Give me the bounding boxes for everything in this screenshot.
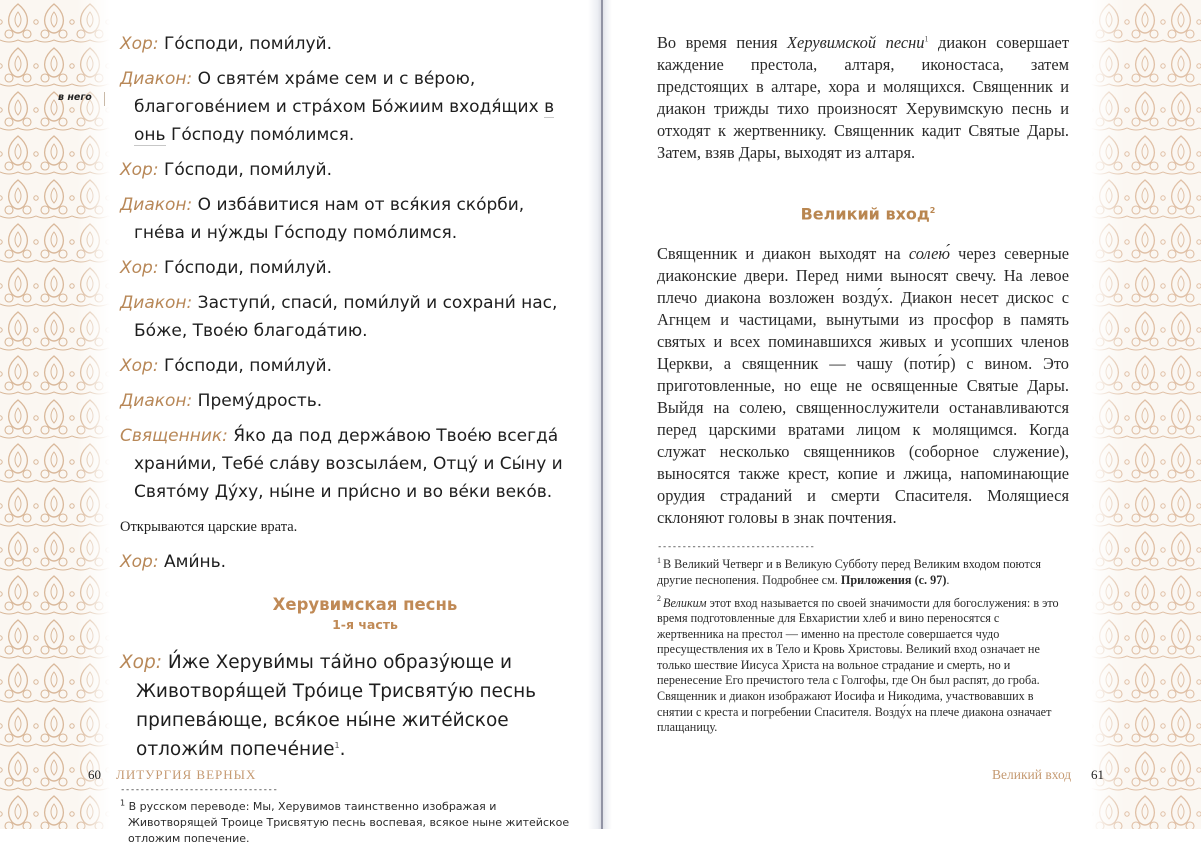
speaker-label: Хор: <box>120 552 159 572</box>
dialogue-line <box>120 191 570 247</box>
margin-note: в него <box>58 92 92 103</box>
dialogue-line <box>120 387 570 415</box>
footnote <box>657 596 1069 736</box>
speaker-label: Хор: <box>120 34 159 54</box>
dialogue-line <box>120 548 570 576</box>
italic-term: солею́ <box>908 244 950 264</box>
speaker-label: Хор: <box>120 356 159 376</box>
dialogue-line <box>120 156 570 184</box>
speaker-label: Диакон: <box>120 195 193 215</box>
section-heading <box>657 200 1069 225</box>
dialogue-line <box>120 352 570 380</box>
speaker-label: Хор: <box>120 652 162 673</box>
left-page-body <box>120 30 570 847</box>
underlined-phrase: в онь <box>134 97 555 145</box>
speaker-label: Священник: <box>120 426 228 446</box>
dialogue-line <box>120 422 570 506</box>
text-run: Священник и диакон выходят на <box>657 244 909 264</box>
ornament-border-right <box>1091 0 1201 829</box>
line-text: Заступи́, спаси́, поми́луй и сохрани́ нас, Бо́же, Твое́ю благода́тию. <box>134 293 558 341</box>
line-text: Го́споди, поми́луй. <box>163 258 332 278</box>
line-text: Го́споду помо́лимся. <box>165 125 355 145</box>
speaker-label: Хор: <box>120 160 159 180</box>
dialogue-line <box>120 254 570 282</box>
speaker-label: Диакон: <box>120 69 193 89</box>
footnote-number: 1 <box>657 556 661 566</box>
running-head: Великий вход <box>992 767 1072 782</box>
spine-line <box>601 0 603 829</box>
ornament-border-left <box>0 0 110 829</box>
hymn-body: И́же Херуви́мы та́йно образу́юще и Животворя́щей Тро́ице Трисвяту́ю песнь припева́юще, вся́кое ны́не жите́йское отложи́м попече́ние <box>136 652 537 760</box>
line-text: Го́споди, поми́луй. <box>163 160 332 180</box>
rubric-note: Открываются царские врата. <box>120 519 298 535</box>
speaker-label: Хор: <box>120 258 159 278</box>
page-number: 61 <box>1091 767 1104 782</box>
line-text: Го́споди, поми́луй. <box>163 34 332 54</box>
footnote-separator: -------------------------------- <box>120 785 278 795</box>
text-run: через северные диаконские двери. Перед ними выносят свечу. На левое плечо диакона возложен возду́х. Диакон несет дискос с Агнцем и частицами, вынутыми из просфор в память святых и всех поминавшихся живых и усопших членов Церкви, а священник — чашу (поти́р) с вином. Это приготовленные, но еще не освященные Святые Дары. Выйдя на солею, священнослужители останавливаются перед царскими вратами лицом к молящимся. Когда служат несколько священников (соборное служение), выносятся также крест, копие и лжица, напоминающие орудия страданий и смерти Спасителя. Молящиеся склоняют головы в знак почтения. <box>657 244 1070 528</box>
page-number: 60 <box>88 767 101 782</box>
margin-note-divider <box>104 92 105 106</box>
line-text: Ами́нь. <box>163 552 227 572</box>
line-text: О святе́м хра́ме сем и с ве́рою, благогове́нием и стра́хом Бо́жиим входя́щих <box>134 69 545 117</box>
book-gutter <box>588 0 612 829</box>
section-title: Херувимская песнь <box>272 595 458 614</box>
hymn-text <box>120 648 570 764</box>
line-text: Го́споди, поми́луй. <box>163 356 332 376</box>
speaker-label: Диакон: <box>120 391 193 411</box>
italic-term: Херувимской песни <box>787 33 925 52</box>
footnote-ref[interactable]: 1 <box>334 740 340 750</box>
speaker-label: Диакон: <box>120 293 193 313</box>
heading-text: Великий вход <box>800 204 930 224</box>
footnote-ref[interactable]: 2 <box>929 206 936 215</box>
footnote-number: 1 <box>120 798 126 808</box>
dialogue-line <box>120 289 570 345</box>
line-text: Я́ко да под держа́вою Твое́ю всегда́ храни́ми, Тебе́ сла́ву возсыла́ем, Отцу́ и Сы́ну и Свято́му Ду́ху, ны́не и при́сно и во ве́ки веко́в. <box>134 426 563 502</box>
left-page <box>0 0 598 845</box>
hymn-end: . <box>339 739 346 760</box>
footnote-ref[interactable]: 1 <box>924 34 929 44</box>
footnote-crossref[interactable]: Приложения (с. 97) <box>840 572 947 587</box>
dialogue-line <box>120 65 570 149</box>
section-subtitle: 1-я часть <box>332 617 398 632</box>
italic-term: Великим <box>663 595 707 610</box>
footnote-text: этот вход называется по своей значимости для богослужения: в это время подготовленные для Евхаристии хлеб и вино переносятся с жертвенника на престол — именно на престоле совершается чудо пресуществления их в Тело и Кровь Христовы. Великий вход означает не только шествие Иисуса Христа на вольное страдание и смерть, но и перенесение Его пречистого тела с Голгофы, где Он был распят, до гроба. Священник и диакон изображают Иосифа и Никодима, участвовавших в снятии с креста и погребении Спасителя. Возду́х на плече диакона означает плащаницу. <box>657 595 1059 735</box>
body-paragraph <box>657 243 1069 529</box>
line-text: О изба́витися нам от вся́кия ско́рби, гне́ва и ну́жды Го́споду помо́лимся. <box>134 195 525 243</box>
text-run: диакон совершает каждение престола, алтаря, иконостаса, затем предстоящих в алтаре, хора и молящихся. Священник и диакон трижды тихо произносят Херувимскую песнь и отходят к жертвеннику. Священник кадит Святые Дары. Затем, взяв Дары, выходят из алтаря. <box>657 33 1069 162</box>
right-page-body <box>657 32 1069 743</box>
footnote <box>120 799 570 847</box>
footnote-text: В русском переводе: Мы, Херувимов таинственно изображая и Животворящей Троице Трисвятую песнь воспевая, всякое ныне житейское отложим попечение. <box>128 800 570 845</box>
text-run: Во время пения <box>657 33 788 52</box>
dialogue-line <box>120 30 570 58</box>
line-text: Прему́дрость. <box>197 391 323 411</box>
footnote-text: В Великий Четверг и в Великую Субботу перед Великим входом поются другие песнопения. Подробнее см. <box>657 557 1041 587</box>
footnote-number: 2 <box>657 594 661 604</box>
footnote <box>657 557 1069 588</box>
text-run: . <box>946 572 950 587</box>
running-head: ЛИТУРГИЯ ВЕРНЫХ <box>116 767 257 782</box>
intro-paragraph <box>657 32 1069 164</box>
footnote-separator: -------------------------------- <box>657 542 815 553</box>
